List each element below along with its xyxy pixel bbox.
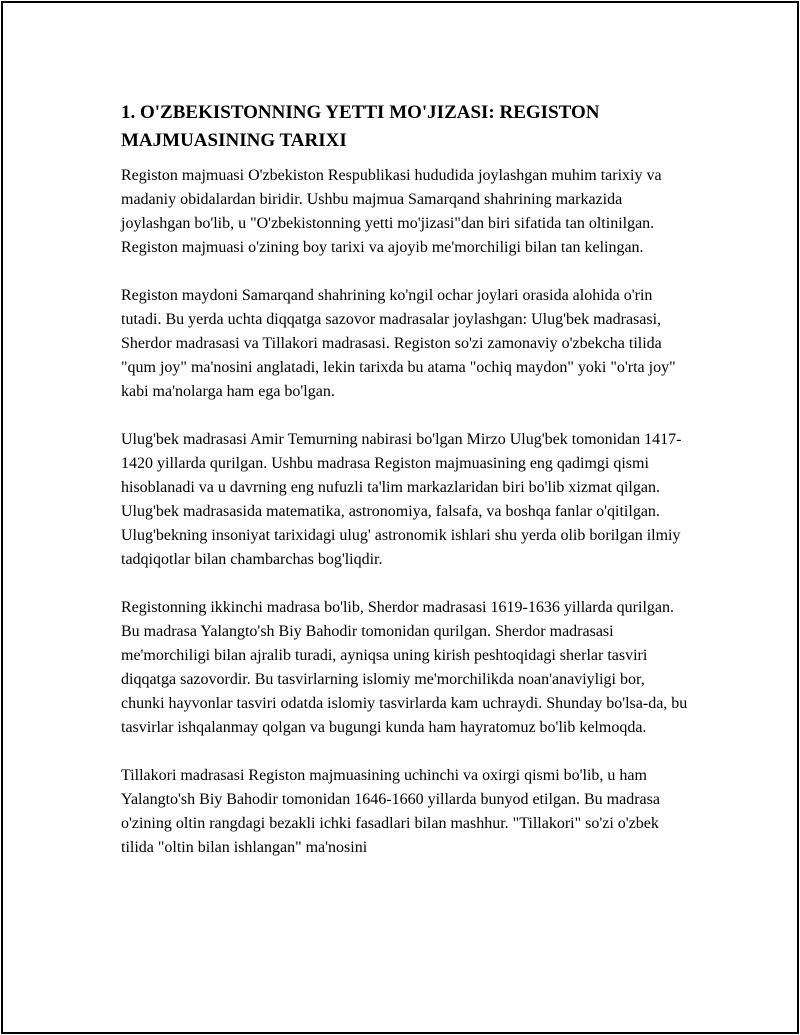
section-heading: 1. O'ZBEKISTONNING YETTI MO'JIZASI: REGISTON MAJMUASINING TARIXI	[121, 102, 600, 151]
paragraph-registon-square: Registon maydoni Samarqand shahrining ko'ngil ochar joylari orasida alohida o'rin tutadi. Bu yerda uchta diqqatga sazovor madrasalar joylashgan: Ulug'bek madrasasi, Sherdor madrasasi va Tillakori madrasasi. Registon so'zi zamonaviy o'zbekcha tilida "qum joy" ma'nosini anglatadi, lekin tarixda bu atama "ochiq maydon" yoki "o'rta joy" kabi ma'nolarga ham ega bo'lgan.	[121, 287, 676, 400]
paragraph-sherdor-madrasa: Registonning ikkinchi madrasa bo'lib, Sherdor madrasasi 1619-1636 yillarda qurilgan. Bu madrasa Yalangto'sh Biy Bahodir tomonidan qurilgan. Sherdor madrasasi me'morchiligi bilan ajralib turadi, ayniqsa uning kirish peshtoqidagi sherlar tasviri diqqatga sazovordir. Bu tasvirlarning islomiy me'morchilikda noan'anaviyligi bor, chunki hayvonlar tasviri odatda islomiy tasvirlarda kam uchraydi. Shunday bo'lsa-da, bu tasvirlar ishqalanmay qolgan va bugungi kunda ham hayratomuz bo'lib kelmoqda.	[121, 599, 688, 736]
document-page	[1, 1, 799, 1034]
paragraph-tillakori-madrasa: Tillakori madrasasi Registon majmuasining uchinchi va oxirgi qismi bo'lib, u ham Yalangto'sh Biy Bahodir tomonidan 1646-1660 yillarda bunyod etilgan. Bu madrasa o'zining oltin rangdagi bezakli ichki fasadlari bilan mashhur. "Tillakori" so'zi o'zbek tilida "oltin bilan ishlangan" ma'nosini	[121, 767, 660, 856]
paragraph-registon-intro: Registon majmuasi O'zbekiston Respublikasi hududida joylashgan muhim tarixiy va madaniy obidalardan biridir. Ushbu majmua Samarqand shahrining markazida joylashgan bo'lib, u "O'zbekistonning yetti mo'jizasi"dan biri sifatida tan oltinilgan. Registon majmuasi o'zining boy tarixi va ajoyib me'morchiligi bilan tan kelingan.	[121, 167, 662, 256]
document-body	[121, 99, 691, 884]
paragraph-ulugbek-madrasa: Ulug'bek madrasasi Amir Temurning nabirasi bo'lgan Mirzo Ulug'bek tomonidan 1417-1420 yillarda qurilgan. Ushbu madrasa Registon majmuasining eng qadimgi qismi hisoblanadi va u davrning eng nufuzli ta'lim markazlaridan biri bo'lib xizmat qilgan. Ulug'bek madrasasida matematika, astronomiya, falsafa, va boshqa fanlar o'qitilgan. Ulug'bekning insoniyat tarixidagi ulug' astronomik ishlari shu yerda olib borilgan ilmiy tadqiqotlar bilan chambarchas bog'liqdir.	[121, 431, 682, 568]
